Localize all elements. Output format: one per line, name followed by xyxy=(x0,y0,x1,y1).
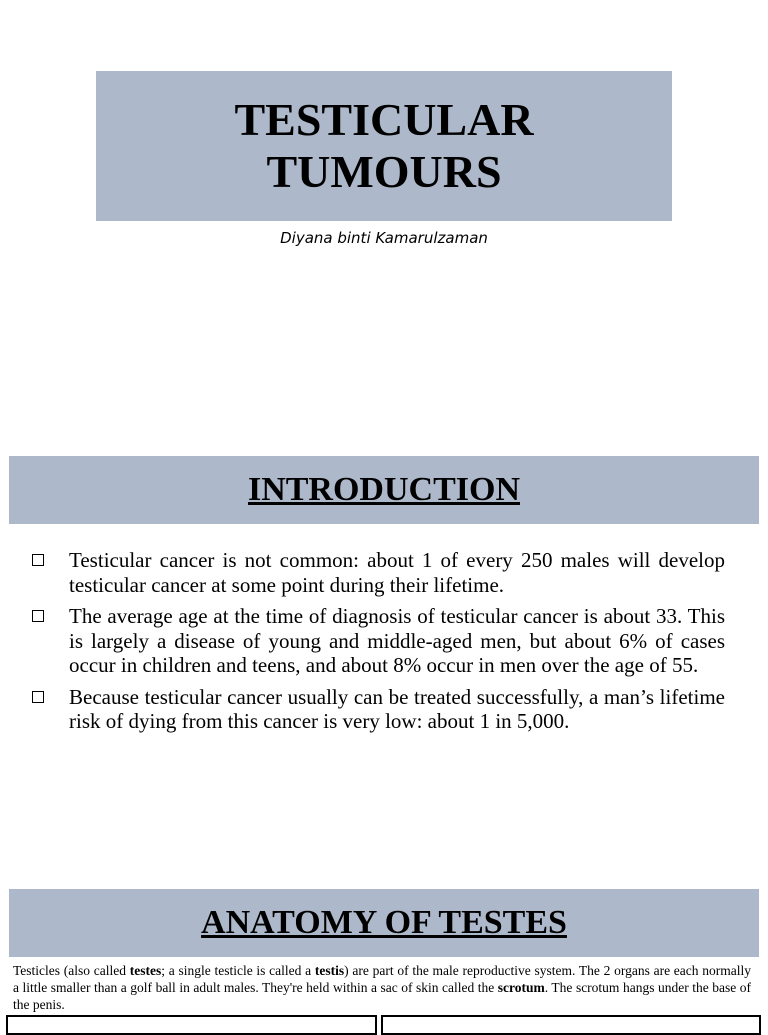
bullet-text: Testicular cancer is not common: about 1 of every 250 males will develop testicular cancer at some point during their lifetime. xyxy=(69,548,725,597)
checkbox-bullet-icon xyxy=(32,610,44,622)
title-banner xyxy=(96,71,672,221)
anatomy-paragraph xyxy=(13,962,751,1013)
checkbox-bullet-icon xyxy=(32,691,44,703)
bullet-item xyxy=(32,548,725,597)
anatomy-text-part: Testicles (also called xyxy=(13,963,130,978)
anatomy-text-part: ) are part of the male reproductive system. The 2 organs are each normally a little smaller than a golf ball in adult males. They're held within a sac of skin called the xyxy=(13,963,752,995)
anatomy-text-part: ; a single testicle is called a xyxy=(161,963,315,978)
introduction-heading: INTRODUCTION xyxy=(247,471,521,508)
anatomy-heading: ANATOMY OF TESTES xyxy=(201,904,567,941)
checkbox-bullet-icon xyxy=(32,554,44,566)
table-cell-right xyxy=(381,1015,761,1035)
introduction-banner xyxy=(9,456,759,524)
anatomy-text-part: . The scrotum hangs under the base of the penis. xyxy=(13,980,751,1012)
introduction-bullet-list xyxy=(32,548,725,741)
anatomy-term-testis: testis xyxy=(314,963,345,978)
bullet-text: Because testicular cancer usually can be treated successfully, a man’s lifetime risk of dying from this cancer is very low: about 1 in 5,000. xyxy=(69,684,725,733)
anatomy-banner xyxy=(9,889,759,957)
title-line-1: TESTICULAR xyxy=(234,94,534,145)
anatomy-term-testes: testes xyxy=(129,963,162,978)
bullet-item xyxy=(32,685,725,734)
anatomy-term-scrotum: scrotum xyxy=(497,980,545,995)
bullet-item xyxy=(32,604,725,678)
title-line-2: TUMOURS xyxy=(266,146,502,197)
author-name: Diyana binti Kamarulzaman xyxy=(280,229,488,247)
bullet-text: The average age at the time of diagnosis of testicular cancer is about 33. This is largely a disease of young and middle-aged men, but about 6% of cases occur in children and teens, and about 8% occur in men over the age of 55. xyxy=(69,604,725,677)
table-cell-left xyxy=(6,1015,377,1035)
